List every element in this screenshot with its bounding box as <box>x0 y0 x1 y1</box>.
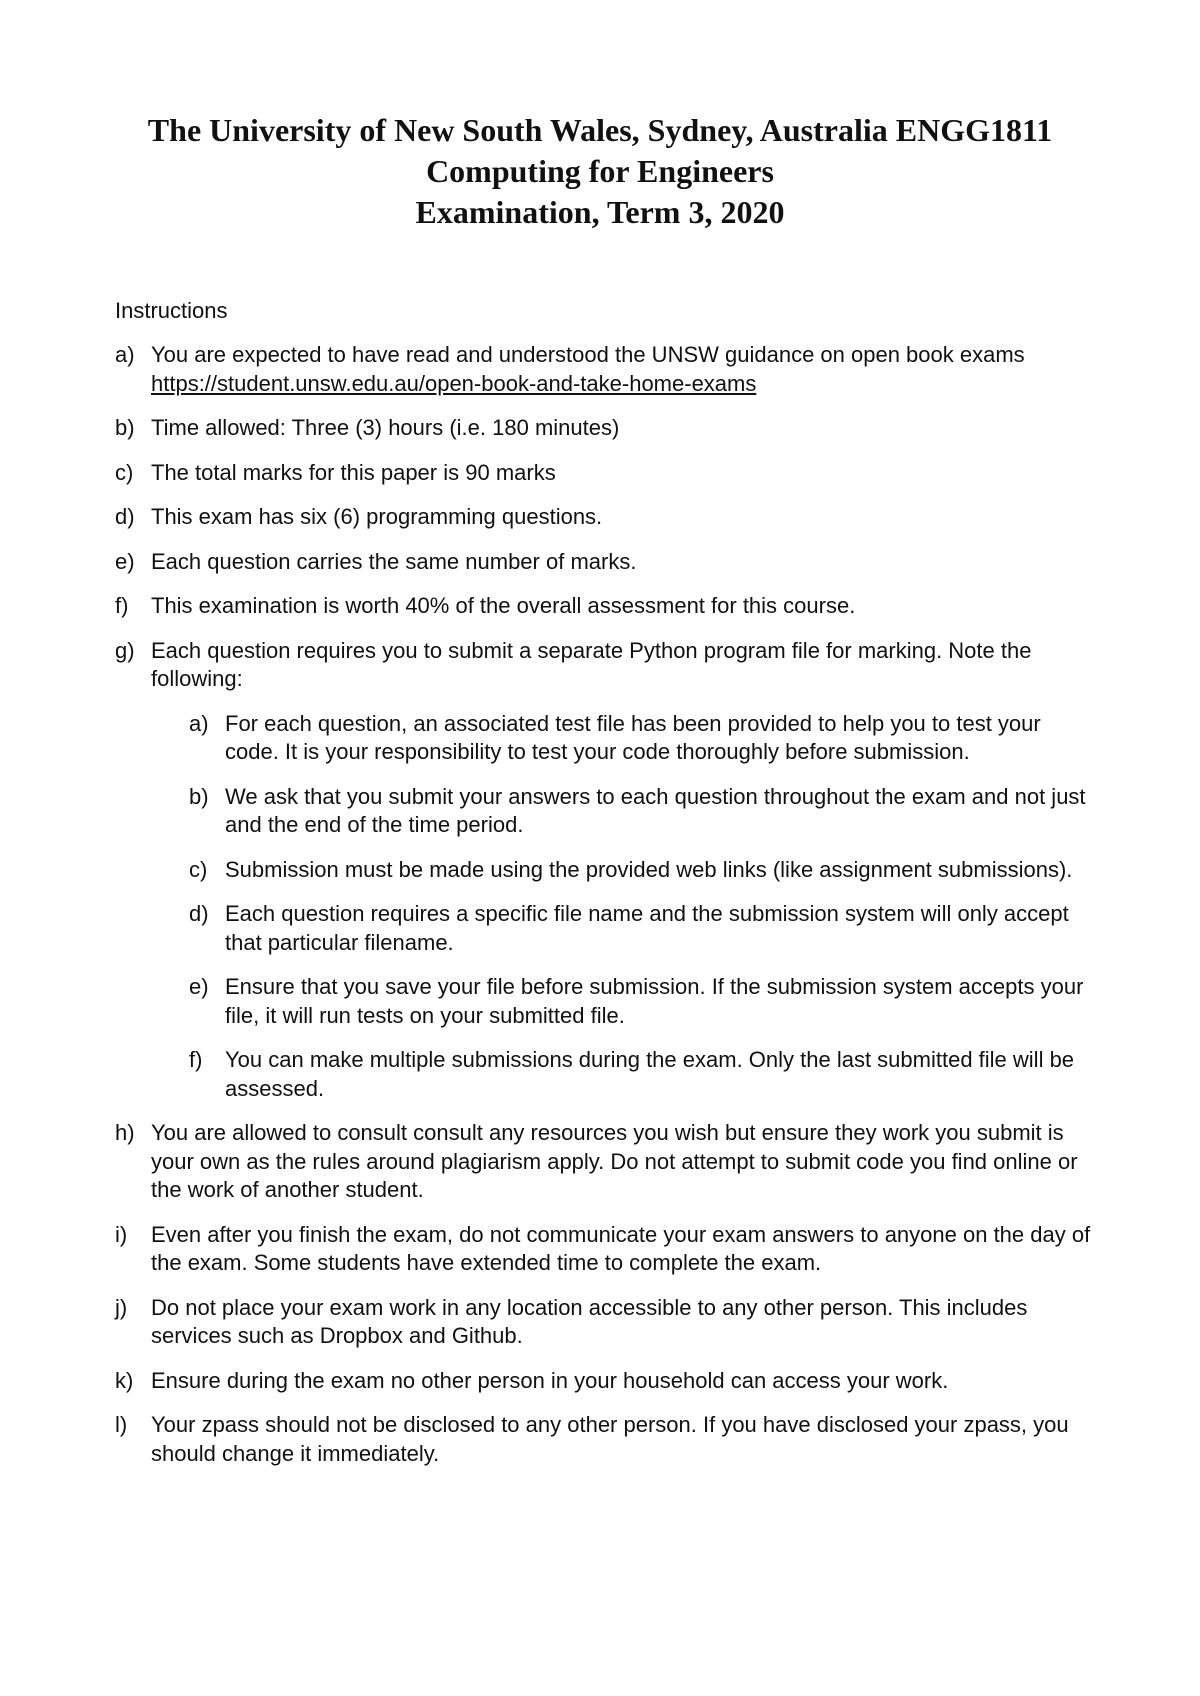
item-marker: i) <box>115 1221 128 1247</box>
list-item <box>115 1294 1100 1351</box>
sub-item-text: Ensure that you save your file before submission. If the submission system accepts your file, it will run tests on your submitted file. <box>225 974 1084 1028</box>
sub-item-marker: a) <box>189 710 209 736</box>
list-item <box>115 1119 1100 1205</box>
exam-title <box>100 110 1100 233</box>
list-item <box>115 459 1100 488</box>
item-marker: b) <box>115 415 135 440</box>
item-text: You are allowed to consult consult any resources you wish but ensure they work you submit is your own as the rules around plagiarism apply. Do not attempt to submit code you find online or the work of another student. <box>151 1120 1078 1202</box>
item-text: Each question requires you to submit a separate Python program file for marking. Note the following: <box>151 637 1032 691</box>
instructions-list <box>115 341 1100 1484</box>
sub-item-text: For each question, an associated test file has been provided to help you to test your code. It is your responsibility to test your code thoroughly before submission. <box>225 710 1041 764</box>
guidance-link[interactable]: https://student.unsw.edu.au/open-book-and-take-home-exams <box>151 370 757 396</box>
item-marker: g) <box>115 637 135 663</box>
instructions-heading: Instructions <box>115 298 228 323</box>
sub-item-marker: e) <box>189 974 209 999</box>
item-text: This exam has six (6) programming questions. <box>151 504 603 529</box>
item-marker: h) <box>115 1120 135 1145</box>
item-marker: f) <box>115 593 129 618</box>
item-marker: j) <box>115 1294 128 1320</box>
list-item <box>115 592 1100 621</box>
sub-item-text: Submission must be made using the provided web links (like assignment submissions). <box>225 856 1073 882</box>
item-text: Each question carries the same number of marks. <box>151 548 637 574</box>
item-marker: l) <box>115 1412 128 1437</box>
title-line-1: The University of New South Wales, Sydney, Australia ENGG1811 <box>147 112 1053 148</box>
sub-item-marker: b) <box>189 783 209 809</box>
sub-list-item <box>189 973 1100 1030</box>
item-marker: e) <box>115 548 135 574</box>
item-marker: k) <box>115 1367 134 1393</box>
item-text-block <box>151 637 1100 1104</box>
sub-item-marker: f) <box>189 1047 203 1072</box>
item-text: Time allowed: Three (3) hours (i.e. 180 minutes) <box>151 415 620 440</box>
list-item <box>115 341 1100 398</box>
item-marker: d) <box>115 504 135 529</box>
item-text: This examination is worth 40% of the overall assessment for this course. <box>151 593 856 618</box>
sub-list-item <box>189 900 1100 957</box>
item-text: Even after you finish the exam, do not communicate your exam answers to anyone on the day of the exam. Some students have extended time to complete the exam. <box>151 1221 1091 1275</box>
sub-item-text: We ask that you submit your answers to each question throughout the exam and not just and the end of the time period. <box>225 783 1086 837</box>
title-line-2: Computing for Engineers <box>426 153 774 189</box>
sub-list-item <box>189 856 1100 885</box>
item-marker: c) <box>115 459 134 485</box>
item-text: Your zpass should not be disclosed to any other person. If you have disclosed your zpass, you should change it immediately. <box>151 1412 1069 1466</box>
item-text: The total marks for this paper is 90 marks <box>151 459 556 485</box>
sub-item-text: You can make multiple submissions during the exam. Only the last submitted file will be assessed. <box>225 1047 1075 1101</box>
sub-list-item <box>189 710 1100 767</box>
item-text: Do not place your exam work in any location accessible to any other person. This includes services such as Dropbox and Github. <box>151 1294 1028 1348</box>
list-item <box>115 1411 1100 1468</box>
item-text: Ensure during the exam no other person in your household can access your work. <box>151 1367 949 1393</box>
submission-notes-list <box>189 710 1100 1104</box>
list-item <box>115 548 1100 577</box>
list-item <box>115 637 1100 1104</box>
title-line-3: Examination, Term 3, 2020 <box>415 194 785 230</box>
list-item <box>115 1221 1100 1278</box>
item-text <box>151 341 1100 398</box>
item-marker: a) <box>115 342 135 367</box>
sub-item-text: Each question requires a specific file name and the submission system will only accept that particular filename. <box>225 901 1069 955</box>
list-item <box>115 503 1100 532</box>
list-item <box>115 1367 1100 1396</box>
item-text-body: You are expected to have read and understood the UNSW guidance on open book exams <box>151 342 1025 367</box>
sub-item-marker: c) <box>189 856 208 882</box>
sub-item-marker: d) <box>189 901 209 926</box>
sub-list-item <box>189 1046 1100 1103</box>
sub-list-item <box>189 783 1100 840</box>
list-item <box>115 414 1100 443</box>
